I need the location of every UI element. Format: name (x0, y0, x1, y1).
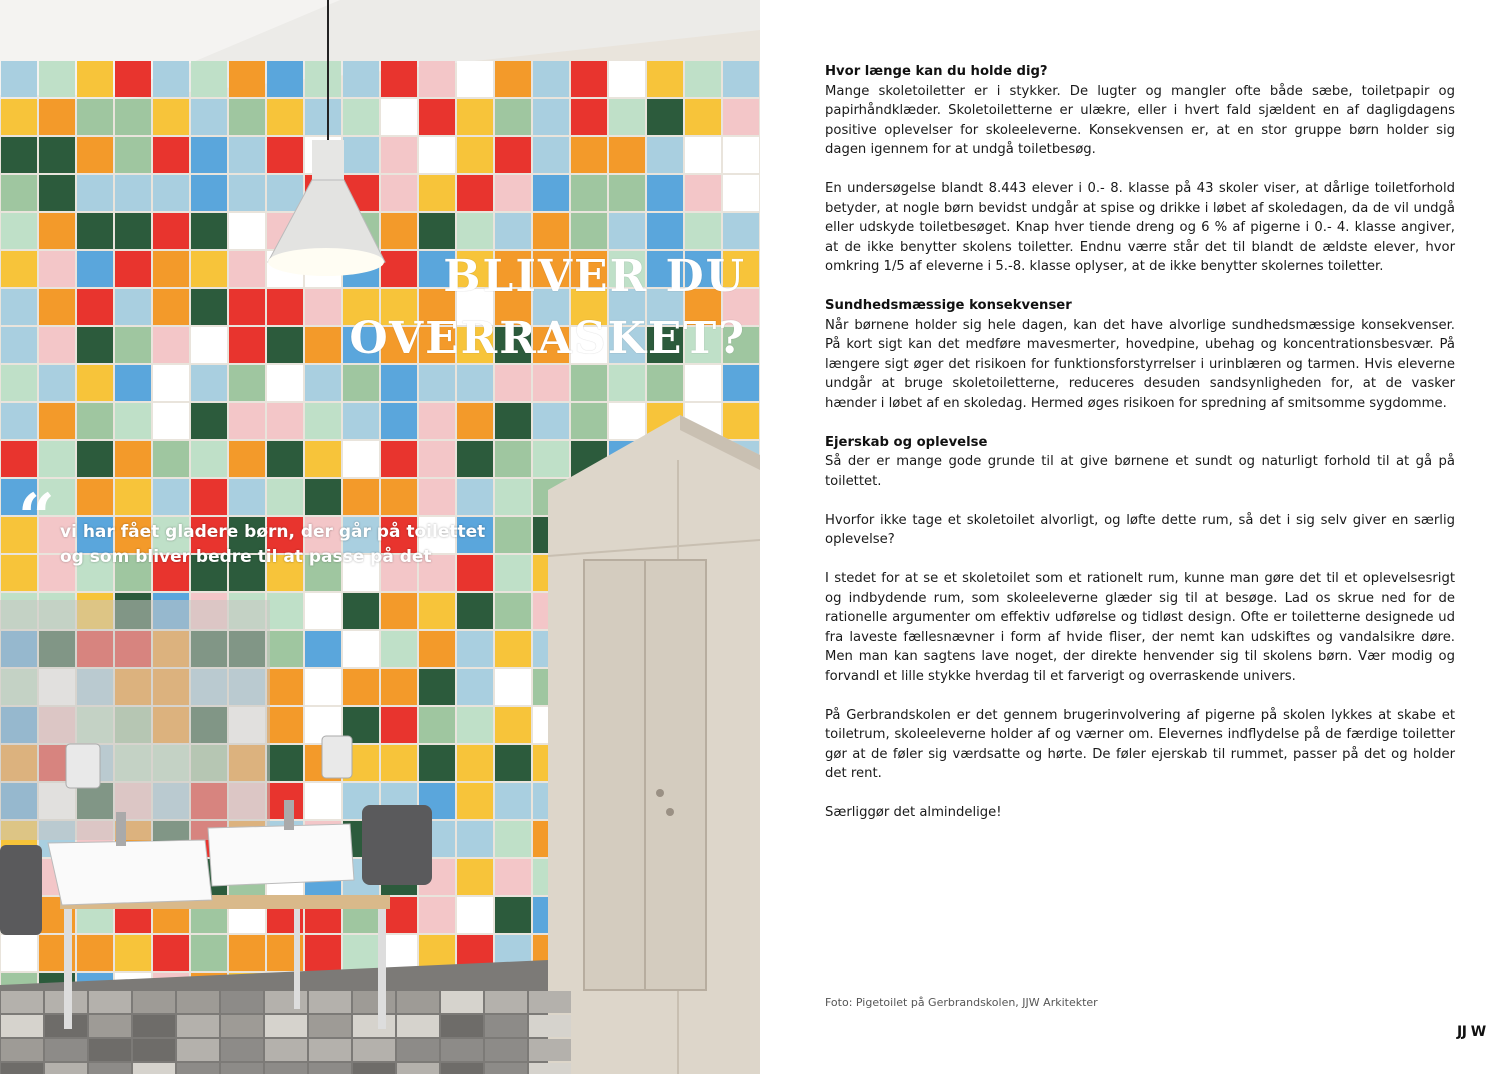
headline-line: OVERRASKET? (349, 313, 746, 364)
paragraph: Når børnene holder sig hele dagen, kan det have alvorlige sundhedsmæssige konsekvenser. På kort sigt kan det medføre mavesmerter, hovedpine, ubehag og koncentrationsbesvær. På længere sigt øger det risikoen for funktionsforstyrrelser i urinblæren og tarmen. Hvis eleverne undgår at bruge skoletoiletterne, reduceres desuden sandsynligheden for, at de vasker hænder i løbet af en skoledag. Hermed øges risikoen for spredning af smitsomme sygdomme. (825, 317, 1455, 411)
section-heading: Sundhedsmæssige konsekvenser (825, 298, 1072, 313)
quote-mark-icon: “ (18, 480, 55, 555)
pull-quote (60, 520, 530, 570)
jjw-logo: JJ W (1457, 1024, 1486, 1040)
headline-line: BLIVER DU (443, 251, 746, 302)
paragraph: En undersøgelse blandt 8.443 elever i 0.- 8. klasse på 43 skoler viser, at dårlige toiletforhold betyder, at nogle børn bevidst undgår at spise og drikke i løbet af skoledagen, da de vil undgå eller udskyde toiletbesøget. Knap hver tiende dreng og 6 % af pigerne i 0.- 4. klasse angiver, at de ikke benytter skolens toiletter. Endnu værre står det til blandt de ældste elever, hvor omkring 1/5 af eleverne i 5.-8. klasse oplyser, at de ikke benytter skolernes toiletter. (825, 181, 1455, 274)
section-heading: Hvor længe kan du holde dig? (825, 64, 1048, 79)
paragraph: Så der er mange gode grunde til at give børnene et sundt og naturligt forhold til at gå på toilettet. (825, 454, 1455, 489)
photo-caption: Foto: Pigetoilet på Gerbrandskolen, JJW Arkitekter (825, 996, 1098, 1009)
paragraph: På Gerbrandskolen er det gennem brugerinvolvering af pigerne på skolen lykkes at skabe et toiletrum, skoleeleverne holder af og værner om. Elevernes indflydelse på de færdige toiletter gør at de føler sig værdsatte og hørte. De føler ejerskab til rummet, passer på det og holder det rent. (825, 707, 1455, 781)
paragraph: Mange skoletoiletter er i stykker. De lugter og mangler ofte både sæbe, toiletpapir og papirhåndklæder. Skoletoiletterne er ulækre, eller i hvert fald sjældent en af dagligdagens positive oplevelser for skoleeleverne. Konsekvensen er, at en stor gruppe børn holder sig dagen igennem for at undgå toiletbesøg. (825, 83, 1455, 157)
paragraph: I stedet for at se et skoletoilet som et rationelt rum, kunne man gøre det til et oplevelsesrigt og indbydende rum, som skoleeleverne glæder sig til at besøge. Lad os skrue ned for de rationelle argumenter om effektiv udførelse og tidløst design. Ofte er toiletterne designede ud fra laveste fællesnævner i form af hvide fliser, der nemt kan udskiftes og vandalsikre døre. Men man kan sagtens lave noget, der direkte henvender sig til skolens børn. Vær modig og forvandl et lille stykke hverdag til et farverigt og overraskende univers. (825, 571, 1455, 684)
headline (326, 246, 746, 370)
pull-quote-line: og som bliver bedre til at passe på det (60, 547, 432, 567)
paragraph: Hvorfor ikke tage et skoletoilet alvorligt, og løfte dette rum, så det i sig selv giver en særlig oplevelse? (825, 512, 1455, 547)
pull-quote-line: vi har fået gladere børn, der går på toilettet (60, 522, 486, 542)
article-body (825, 62, 1455, 842)
paragraph: Særliggør det almindelige! (825, 805, 1002, 820)
section-heading: Ejerskab og oplevelse (825, 434, 988, 450)
